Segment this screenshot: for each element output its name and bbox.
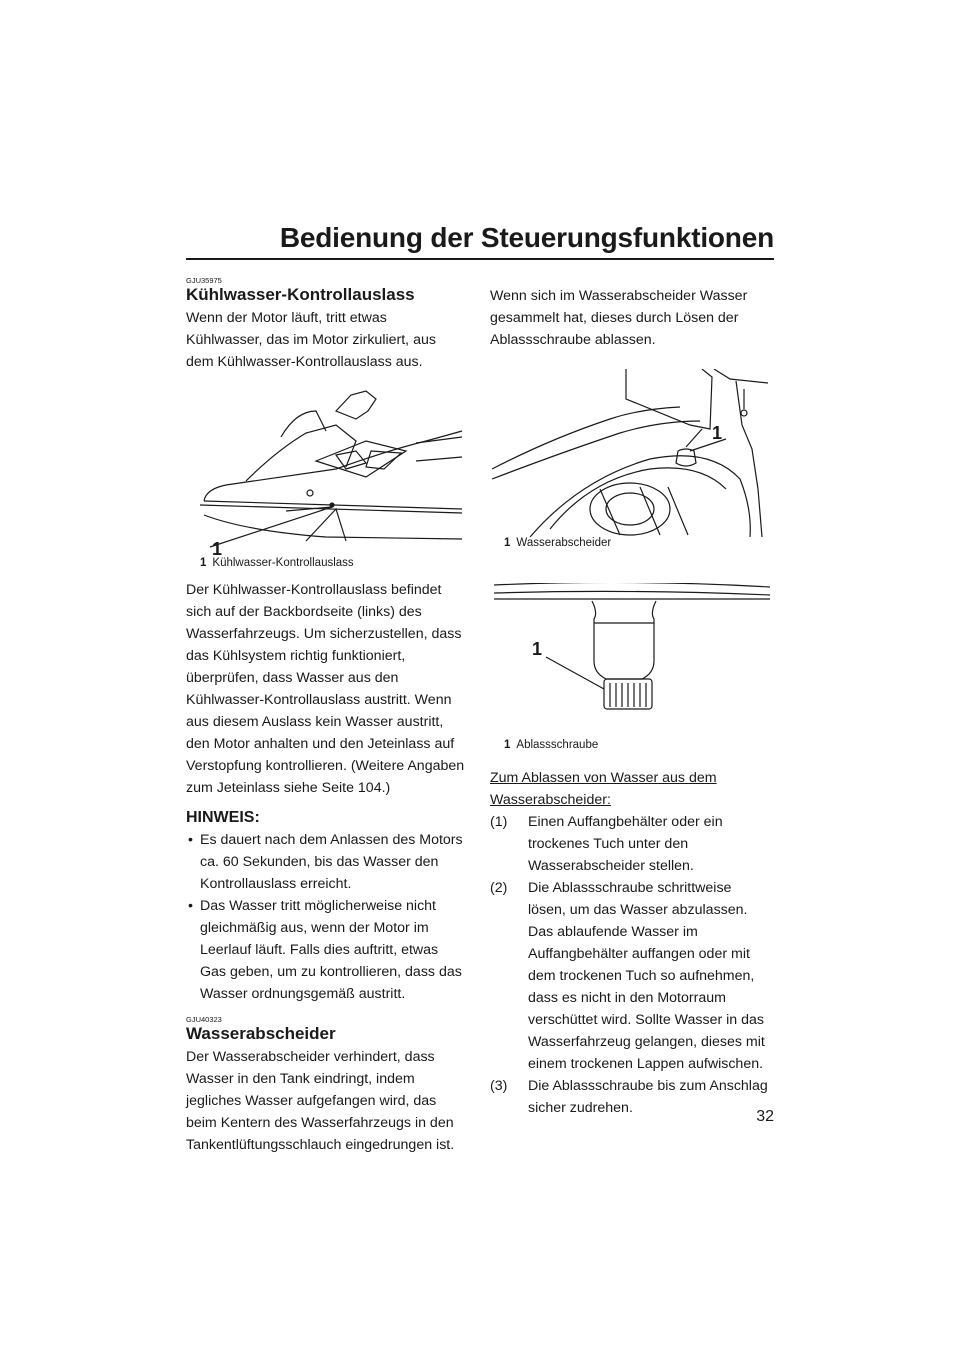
page-number: 32 xyxy=(756,1108,774,1125)
hinweis-item: • Es dauert nach dem Anlassen des Motors ca. 60 Sekunden, bis das Wasser den Kontrollauslass erreicht. xyxy=(188,832,463,892)
figure-drain-screw xyxy=(490,583,770,733)
hinweis-text: Es dauert nach dem Anlassen des Motors ca. 60 Sekunden, bis das Wasser den Kontrollauslass erreicht. xyxy=(200,832,463,892)
hinweis-label: HINWEIS: xyxy=(186,809,260,826)
caption-number: 1 xyxy=(504,739,511,751)
caption-text: Ablassschraube xyxy=(516,739,599,751)
right-column xyxy=(490,272,770,1119)
figure-callout-number: 1 xyxy=(532,639,543,659)
water-separator-illustration xyxy=(490,369,770,537)
caption-text: Kühlwasser-Kontrollauslass xyxy=(212,557,354,569)
left-column xyxy=(186,272,466,1156)
step-number: (2) xyxy=(490,880,508,896)
section-code: GJU40323 xyxy=(186,1015,222,1024)
step-number: (1) xyxy=(490,814,508,830)
hinweis-item: • Das Wasser tritt möglicherweise nicht gleichmäßig aus, wenn der Motor im Leerlauf läuft. Falls dies auftritt, etwas Gas geben, um zu kontrollieren, dass das Wasser ordnungsgemäß austritt. xyxy=(188,898,462,1002)
intro-paragraph: Wenn der Motor läuft, tritt etwas Kühlwasser, das im Motor zirkuliert, aus dem Kühlwasser-Kontrollauslass aus. xyxy=(186,310,436,370)
figure-caption xyxy=(504,739,770,751)
figure-water-separator xyxy=(490,369,770,539)
watercraft-illustration xyxy=(186,381,466,561)
figure-callout-number: 1 xyxy=(212,539,223,559)
title-rule xyxy=(186,258,774,260)
drain-intro-paragraph: Wenn sich im Wasserabscheider Wasser gesammelt hat, dieses durch Lösen der Ablassschraube ablassen. xyxy=(490,288,748,348)
page-title: Bedienung der Steuerungsfunktionen xyxy=(279,222,774,253)
figure-callout-number: 1 xyxy=(712,423,723,443)
hinweis-text: Das Wasser tritt möglicherweise nicht gleichmäßig aus, wenn der Motor im Leerlauf läuft. Falls dies auftritt, etwas Gas geben, um zu kontrollieren, dass das Wasser ordnungsgemäß austritt. xyxy=(200,898,462,1002)
procedure-heading: Zum Ablassen von Wasser aus dem Wasserabscheider: xyxy=(490,770,717,808)
caption-text: Wasserabscheider xyxy=(516,537,612,549)
section-code: GJU35975 xyxy=(186,276,222,285)
figure-watercraft xyxy=(186,381,466,581)
procedure-step xyxy=(490,811,770,877)
step-number: (3) xyxy=(490,1078,508,1094)
caption-number: 1 xyxy=(200,557,207,569)
coolant-outlet-description: Der Kühlwasser-Kontrollauslass befindet sich auf der Backbordseite (links) des Wasserfahrzeugs. Um sicherzustellen, dass das Kühlsystem richtig funktioniert, überprüfen, dass Wasser aus den Kühlwasser-Kontrollauslass austritt. Wenn aus diesem Auslass kein Wasser austritt, den Motor anhalten und den Jeteinlass auf Verstopfung kontrollieren. (Weitere Angaben zum Jeteinlass siehe Seite 104.) xyxy=(186,582,465,796)
step-text: Einen Auffangbehälter oder ein trockenes Tuch unter den Wasserabscheider stellen. xyxy=(528,814,723,874)
water-separator-description: Der Wasserabscheider verhindert, dass Wasser in den Tank eindringt, indem jegliches Wasser aufgefangen wird, das beim Kentern des Wasserfahrzeugs in den Tankentlüftungsschlauch eingedrungen ist. xyxy=(186,1049,455,1153)
step-text: Die Ablassschraube bis zum Anschlag sicher zudrehen. xyxy=(528,1078,768,1116)
step-text: Die Ablassschraube schrittweise lösen, um das Wasser abzulassen. Das ablaufende Wasser im Auffangbehälter auffangen oder mit dem trockenen Tuch so aufnehmen, dass es nicht in den Motorraum verschüttet wird. Sollte Wasser in das Wasserfahrzeug gelangen, dieses mit einem trockenen Lappen aufwischen. xyxy=(528,880,765,1072)
procedure-step xyxy=(490,877,770,1075)
caption-number: 1 xyxy=(504,537,511,549)
section-heading-coolant-outlet: Kühlwasser-Kontrollauslass xyxy=(186,285,415,304)
section-heading-water-separator: Wasserabscheider xyxy=(186,1024,336,1043)
